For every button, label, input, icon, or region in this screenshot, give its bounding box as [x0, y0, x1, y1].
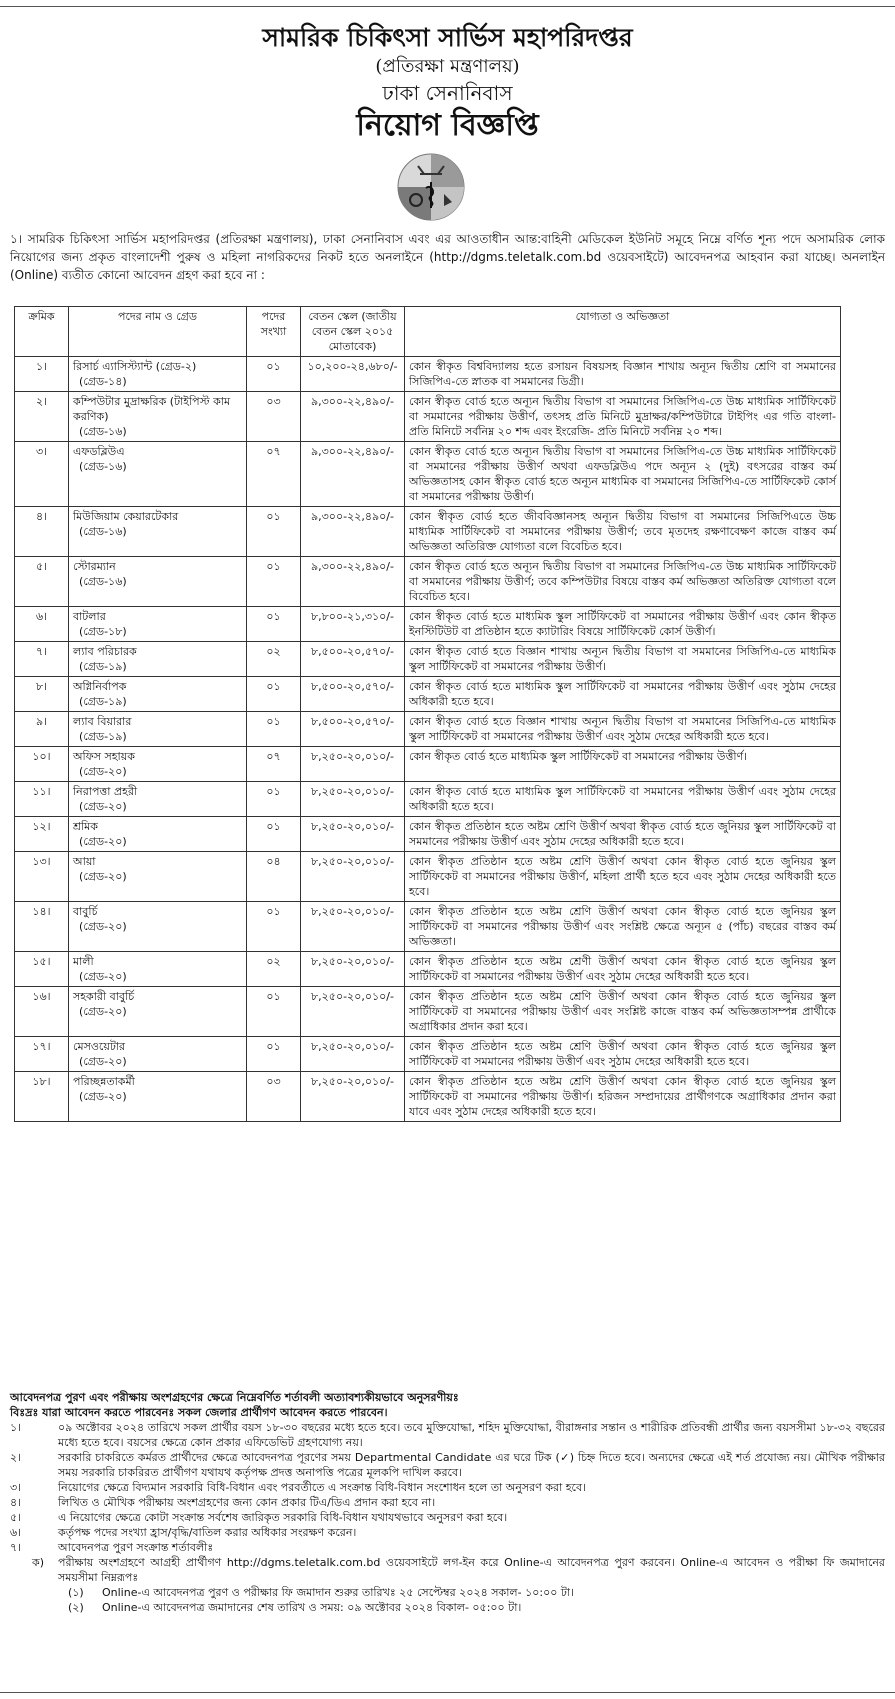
row-count: ০১	[247, 1037, 301, 1072]
row-count: ০২	[247, 952, 301, 987]
post-grade: (গ্রেড-২০)	[79, 800, 127, 813]
row-qualification: কোন স্বীকৃত বোর্ড হতে মাধ্যমিক স্কুল সার্টিফিকেট বা সমমানের পরীক্ষায় উত্তীর্ণ এবং কোন স্বীকৃত ইনস্টিটিউট বা প্রতিষ্ঠান হতে ক্যাটারিং বিষয়ে সার্টিফিকেট কোর্স উত্তীর্ণ।	[405, 607, 841, 642]
row-scale: ৮,২৫০-২০,০১০/-	[301, 817, 405, 852]
condition-number: ১।	[10, 1421, 22, 1434]
row-serial: ১৮।	[15, 1072, 69, 1122]
post-grade: (গ্রেড-১৬)	[79, 425, 127, 438]
row-scale: ৮,২৫০-২০,০১০/-	[301, 952, 405, 987]
post-grade: (গ্রেড-২০)	[79, 870, 127, 883]
org-name: সামরিক চিকিৎসা সার্ভিস মহাপরিদপ্তর	[262, 23, 633, 52]
table-row	[15, 392, 841, 442]
row-serial: ৬।	[15, 607, 69, 642]
row-scale: ৮,২৫০-২০,০১০/-	[301, 852, 405, 902]
post-name: অগ্নিনির্বাপক	[73, 680, 127, 693]
post-grade: (গ্রেড-২০)	[79, 835, 127, 848]
row-post	[69, 747, 247, 782]
row-count: ০২	[247, 642, 301, 677]
condition-sub-ka	[32, 1555, 885, 1585]
condition-number: ৫।	[10, 1511, 22, 1524]
condition-item	[10, 1420, 885, 1450]
post-grade: (গ্রেড-১৯)	[79, 730, 127, 743]
post-grade: (গ্রেড-১৮)	[79, 625, 127, 638]
condition-number: ২।	[10, 1451, 22, 1464]
post-name: ল্যাব পরিচারক	[73, 645, 137, 658]
row-serial: ১।	[15, 357, 69, 392]
post-name: বাটলার	[73, 610, 106, 623]
sub-key: ক)	[32, 1556, 44, 1569]
subitem-key: (১)	[68, 1586, 84, 1599]
condition-item	[10, 1450, 885, 1480]
condition-text: ০৯ অক্টোবর ২০২৪ তারিখে সকল প্রার্থীর বয়স ১৮-৩০ বছরের মধ্যে হতে হবে। তবে মুক্তিযোদ্ধা, শহিদ মুক্তিযোদ্ধা, বীরাঙ্গনার সন্তান ও শারীরিক প্রতিবন্ধী প্রার্থীর জন্য বয়সসীমা ১৮-৩২ বছরের মধ্যে হতে হবে। বয়সের ক্ষেত্রে কোন প্রকার এফিডেভিট গ্রহণযোগ্য নয়।	[58, 1421, 885, 1449]
row-qualification: কোন স্বীকৃত প্রতিষ্ঠান হতে অষ্টম শ্রেণি উত্তীর্ণ অথবা কোন স্বীকৃত বোর্ড হতে জুনিয়র স্কুল সার্টিফিকেট বা সমমানের পরীক্ষায় উত্তীর্ণ এবং সুঠাম দেহের অধিকারী হতে হবে।	[405, 1037, 841, 1072]
row-post	[69, 817, 247, 852]
row-post	[69, 782, 247, 817]
row-scale: ৯,৩০০-২২,৪৯০/-	[301, 557, 405, 607]
post-name: সহকারী বাবুর্চি	[73, 990, 135, 1003]
row-count: ০১	[247, 557, 301, 607]
condition-number: ৪।	[10, 1496, 22, 1509]
row-count: ০১	[247, 987, 301, 1037]
row-count: ০৭	[247, 442, 301, 507]
row-count: ০৩	[247, 392, 301, 442]
condition-item	[10, 1480, 885, 1495]
table-row	[15, 747, 841, 782]
post-grade: (গ্রেড-২০)	[79, 1055, 127, 1068]
condition-text: আবেদনপত্র পুরণ সংক্রান্ত শর্তাবলীঃ	[58, 1541, 214, 1554]
row-serial: ১৫।	[15, 952, 69, 987]
notice-title: নিয়োগ বিজ্ঞপ্তি	[356, 108, 539, 143]
row-serial: ৮।	[15, 677, 69, 712]
row-post	[69, 1072, 247, 1122]
row-scale: ৮,৫০০-২০,৫৭০/-	[301, 642, 405, 677]
subitem-text: Online-এ আবেদনপত্র জমাদানের শেষ তারিখ ও সময়: ০৯ অক্টোবর ২০২৪ বিকাল- ০৫:০০ টা।	[102, 1601, 522, 1614]
header-serial: ক্রমিক	[15, 307, 69, 357]
row-count: ০৭	[247, 747, 301, 782]
condition-number: ৬।	[10, 1526, 22, 1539]
post-name: বাবুর্চি	[73, 905, 98, 918]
post-name: অফিস সহায়ক	[73, 750, 135, 763]
post-name: শ্রমিক	[73, 820, 98, 833]
row-post	[69, 557, 247, 607]
row-post	[69, 607, 247, 642]
row-serial: ৭।	[15, 642, 69, 677]
bottom-rule	[0, 1692, 895, 1699]
row-post	[69, 442, 247, 507]
row-scale: ৮,৫০০-২০,৫৭০/-	[301, 677, 405, 712]
row-qualification: কোন স্বীকৃত প্রতিষ্ঠান হতে অষ্টম শ্রেণি উত্তীর্ণ অথবা কোন স্বীকৃত বোর্ড হতে জুনিয়র স্কুল সার্টিফিকেট বা সমমানের পরীক্ষায় উত্তীর্ণ এবং সংশ্লিষ্ট কাজে বাস্তব কর্ম অভিজ্ঞতাসম্পন্ন প্রার্থীকে অগ্রাধিকার প্রদান করা হবে।	[405, 987, 841, 1037]
row-serial: ২।	[15, 392, 69, 442]
row-scale: ৮,২৫০-২০,০১০/-	[301, 782, 405, 817]
row-scale: ৮,২৫০-২০,০১০/-	[301, 747, 405, 782]
post-name: এফডব্লিউএ	[73, 445, 125, 458]
row-scale: ৮,৫০০-২০,৫৭০/-	[301, 712, 405, 747]
row-scale: ১০,২০০-২৪,৬৮০/-	[301, 357, 405, 392]
row-qualification: কোন স্বীকৃত বোর্ড হতে মাধ্যমিক স্কুল সার্টিফিকেট বা সমমানের পরীক্ষায় উত্তীর্ণ এবং সুঠাম দেহের অধিকারী হতে হবে।	[405, 782, 841, 817]
post-name: মেসওয়েটার	[73, 1040, 126, 1053]
post-name: পরিচ্ছন্নতাকর্মী	[73, 1075, 135, 1088]
row-count: ০১	[247, 677, 301, 712]
row-count: ০১	[247, 507, 301, 557]
condition-item	[10, 1525, 885, 1540]
row-qualification: কোন স্বীকৃত প্রতিষ্ঠান হতে অষ্টম শ্রেণি উত্তীর্ণ অথবা কোন স্বীকৃত বোর্ড হতে জুনিয়র স্কুল সার্টিফিকেট বা সমমানের পরীক্ষায় উত্তীর্ণ এবং সংশ্লিষ্ট ক্ষেত্রে অন্যূন ৫ (পাঁচ) বছরের বাস্তব কর্ম অভিজ্ঞতা।	[405, 902, 841, 952]
table-row	[15, 557, 841, 607]
subitem-text: Online-এ আবেদনপত্র পুরণ ও পরীক্ষার ফি জমাদান শুরুর তারিখঃ ২৫ সেপ্টেম্বর ২০২৪ সকাল- ১০:০০ টা।	[102, 1586, 574, 1599]
row-scale: ৯,৩০০-২২,৪৯০/-	[301, 442, 405, 507]
post-name: মালী	[73, 955, 94, 968]
row-qualification: কোন স্বীকৃত বোর্ড হতে মাধ্যমিক স্কুল সার্টিফিকেট বা সমমানের পরীক্ষায় উত্তীর্ণ।	[405, 747, 841, 782]
header-count: পদের সংখ্যা	[247, 307, 301, 357]
emblem-logo	[396, 152, 466, 222]
row-qualification: কোন স্বীকৃত প্রতিষ্ঠান হতে অষ্টম শ্রেণি উত্তীর্ণ অথবা কোন স্বীকৃত বোর্ড হতে জুনিয়র স্কুল সার্টিফিকেট বা সমমানের পরীক্ষায় উত্তীর্ণ। হরিজন সম্প্রদায়ের প্রার্থীগণকে অগ্রাধিকার প্রদান করা যাবে এবং সুঠাম দেহের অধিকারী হতে হবে।	[405, 1072, 841, 1122]
row-count: ০১	[247, 357, 301, 392]
post-grade: (গ্রেড-১৯)	[79, 660, 127, 673]
post-grade: (গ্রেড-২০)	[79, 970, 127, 983]
row-qualification: কোন স্বীকৃত বোর্ড হতে বিজ্ঞান শাখায় অন্যূন দ্বিতীয় বিভাগ বা সমমানের সিজিপিএ-তে মাধ্যমিক স্কুল সার্টিফিকেট বা সমমানের পরীক্ষায় উত্তীর্ণ এবং সুঠাম দেহের অধিকারী হতে হবে।	[405, 712, 841, 747]
row-qualification: কোন স্বীকৃত বোর্ড হতে অন্যূন দ্বিতীয় বিভাগ বা সমমানের সিজিপিএ-তে উচ্চ মাধ্যমিক সার্টিফিকেট বা সমমানের পরীক্ষায় উত্তীর্ণ, তৎসহ প্রতি মিনিটে মুদ্রাক্ষর/কম্পিউটারে টাইপিং এর গতি বাংলা- প্রতি মিনিটে সর্বনিম্ন ২০ শব্দ এবং ইংরেজি- প্রতি মিনিটে সর্বনিম্ন ২০ শব্দ।	[405, 392, 841, 442]
post-grade: (গ্রেড-২০)	[79, 1005, 127, 1018]
table-row	[15, 852, 841, 902]
row-count: ০১	[247, 782, 301, 817]
row-count: ০১	[247, 902, 301, 952]
table-row	[15, 507, 841, 557]
header-scale: বেতন স্কেল (জাতীয় বেতন স্কেল ২০১৫ মোতাবেক)	[301, 307, 405, 357]
condition-subitem	[68, 1585, 885, 1600]
header-post: পদের নাম ও গ্রেড	[69, 307, 247, 357]
table-row	[15, 642, 841, 677]
table-row	[15, 952, 841, 987]
row-post	[69, 902, 247, 952]
conditions-note: বিঃদ্রঃ যারা আবেদন করতে পারবেনঃ সকল জেলার প্রার্থীগণ আবেদন করতে পারবেন।	[10, 1406, 388, 1419]
row-scale: ৮,২৫০-২০,০১০/-	[301, 1072, 405, 1122]
row-post	[69, 712, 247, 747]
post-grade: (গ্রেড-১৬)	[79, 525, 127, 538]
condition-number: ৩।	[10, 1481, 22, 1494]
table-row	[15, 782, 841, 817]
post-grade: (গ্রেড-১৯)	[79, 695, 127, 708]
condition-text: কর্তৃপক্ষ পদের সংখ্যা হ্রাস/বৃদ্ধি/বাতিল করার অধিকার সংরক্ষণ করেন।	[58, 1526, 357, 1539]
row-post	[69, 357, 247, 392]
row-serial: ১০।	[15, 747, 69, 782]
condition-text: নিয়োগের ক্ষেত্রে বিদ্যমান সরকারি বিধি-বিধান এবং পরবর্তীতে এ সংক্রান্ত বিধি-বিধান সংশোধন হলে তা অনুসরণ করা হবে।	[58, 1481, 587, 1494]
table-row	[15, 1037, 841, 1072]
row-serial: ১৪।	[15, 902, 69, 952]
post-grade: (গ্রেড-১৬)	[79, 460, 127, 473]
condition-text: সরকারি চাকরিতে কর্মরত প্রার্থীদের ক্ষেত্রে আবেদনপত্র পূরণের সময় Departmental Candidate এর ঘরে টিক (✓) চিহ্ন দিতে হবে। অন্যদের ক্ষেত্রে এই শর্ত প্রযোজ্য নয়। মৌখিক পরীক্ষার সময় সরকারি চাকরিরত প্রার্থীগণ যথাযথ কর্তৃপক্ষ প্রদত্ত অনাপত্তি পত্রের মূলকপি দাখিল করবে।	[58, 1451, 885, 1479]
post-grade: (গ্রেড-১৪)	[79, 375, 127, 388]
row-qualification: কোন স্বীকৃত প্রতিষ্ঠান হতে অষ্টম শ্রেণি উত্তীর্ণ অথবা স্বীকৃত বোর্ড হতে জুনিয়র স্কুল সার্টিফিকেট বা সমমানের পরীক্ষায় উত্তীর্ণ এবং সুঠাম দেহের অধিকারী হতে হবে।	[405, 817, 841, 852]
post-name: মিউজিয়াম কেয়ারটেকার	[73, 510, 179, 523]
top-rule	[0, 0, 895, 7]
post-name: নিরাপত্তা প্রহরী	[73, 785, 138, 798]
post-name: কম্পিউটার মুদ্রাক্ষরিক (টাইপিস্ট কাম করণিক)	[73, 395, 231, 423]
row-serial: ১৭।	[15, 1037, 69, 1072]
row-qualification: কোন স্বীকৃত বোর্ড হতে জীববিজ্ঞানসহ অন্যূন দ্বিতীয় বিভাগ বা সমমানের সিজিপিএতে উচ্চ মাধ্যমিক সার্টিফিকেট বা সমমানের পরীক্ষায় উত্তীর্ণ; তবে মৃতদেহ রক্ষণাবেক্ষণ কাজে বাস্তব কর্ম অভিজ্ঞতা অতিরিক্ত যোগ্যতা বলে বিবেচিত হবে।	[405, 507, 841, 557]
table-row	[15, 607, 841, 642]
row-scale: ৮,২৫০-২০,০১০/-	[301, 902, 405, 952]
post-name: ল্যাব বিয়ারার	[73, 715, 132, 728]
post-grade: (গ্রেড-১৬)	[79, 575, 127, 588]
row-serial: ৪।	[15, 507, 69, 557]
post-grade: (গ্রেড-২০)	[79, 920, 127, 933]
condition-text: এ নিয়োগের ক্ষেত্রে কোটা সংক্রান্ত সর্বশেষ জারিকৃত সরকারি বিধি-বিধান যথাযথভাবে অনুসরণ করা হবে।	[58, 1511, 508, 1524]
row-post	[69, 987, 247, 1037]
row-serial: ১৬।	[15, 987, 69, 1037]
row-serial: ৩।	[15, 442, 69, 507]
row-count: ০১	[247, 607, 301, 642]
row-count: ০১	[247, 712, 301, 747]
notice-header	[0, 22, 895, 146]
row-qualification: কোন স্বীকৃত বোর্ড হতে বিজ্ঞান শাখায় অন্যূন দ্বিতীয় বিভাগ বা সমমানের সিজিপিএ-তে মাধ্যমিক স্কুল সার্টিফিকেট বা সমমানের পরীক্ষায় উত্তীর্ণ।	[405, 642, 841, 677]
row-serial: ৯।	[15, 712, 69, 747]
condition-item	[10, 1495, 885, 1510]
table-row	[15, 357, 841, 392]
row-qualification: কোন স্বীকৃত বোর্ড হতে অন্যূন দ্বিতীয় বিভাগ বা সমমানের সিজিপিএ-তে উচ্চ মাধ্যমিক সার্টিফিকেট বা সমমানের পরীক্ষায় উত্তীর্ণ অথবা এফডব্লিউএ পদে অন্যূন ২ (দুই) বৎসরের বাস্তব কর্ম অভিজ্ঞতাসহ কোন স্বীকৃত বোর্ড হতে অন্যূন মাধ্যমিক বা সমমানের সিজিপিএ-তে সার্টিফিকেট কোর্স বা সমমানের পরীক্ষায় উত্তীর্ণ।	[405, 442, 841, 507]
condition-item	[10, 1540, 885, 1555]
row-post	[69, 392, 247, 442]
post-grade: (গ্রেড-২০)	[79, 765, 127, 778]
row-serial: ১১।	[15, 782, 69, 817]
table-row	[15, 902, 841, 952]
row-post	[69, 952, 247, 987]
row-count: ০৩	[247, 1072, 301, 1122]
row-post	[69, 677, 247, 712]
row-scale: ৯,৩০০-২২,৪৯০/-	[301, 392, 405, 442]
row-qualification: কোন স্বীকৃত বোর্ড হতে মাধ্যমিক স্কুল সার্টিফিকেট বা সমমানের পরীক্ষায় উত্তীর্ণ এবং সুঠাম দেহের অধিকারী হতে হবে।	[405, 677, 841, 712]
row-post	[69, 852, 247, 902]
row-scale: ৮,২৫০-২০,০১০/-	[301, 1037, 405, 1072]
table-row	[15, 442, 841, 507]
row-count: ০১	[247, 817, 301, 852]
table-header-row	[15, 307, 841, 357]
row-qualification: কোন স্বীকৃত প্রতিষ্ঠান হতে অষ্টম শ্রেণী উত্তীর্ণ অথবা কোন স্বীকৃত বোর্ড হতে জুনিয়র স্কুল সার্টিফিকেট বা সমমানের পরীক্ষায় উত্তীর্ণ এবং সুঠাম দেহের অধিকারী হতে হবে।	[405, 952, 841, 987]
table-row	[15, 1072, 841, 1122]
row-post	[69, 642, 247, 677]
intro-paragraph: ১। সামরিক চিকিৎসা সার্ভিস মহাপরিদপ্তর (প্রতিরক্ষা মন্ত্রণালয়), ঢাকা সেনানিবাস এবং এর আওতাধীন আন্ত:বাহিনী মেডিকেল ইউনিট সমূহে নিম্নে বর্ণিত শূন্য পদে অসামরিক লোক নিয়োগের জন্য প্রকৃত বাংলাদেশী পুরুষ ও মহিলা নাগরিকদের নিকট হতে অনলাইনে (http://dgms.teletalk.com.bd ওয়েবসাইটে) আবেদনপত্র আহবান করা যাচ্ছে। অনলাইন (Online) ব্যতীত কোনো আবেদন গ্রহণ করা হবে না :	[10, 232, 885, 282]
post-name: স্টোরম্যান	[73, 560, 116, 573]
condition-subitem	[68, 1600, 885, 1615]
row-serial: ১৩।	[15, 852, 69, 902]
row-serial: ৫।	[15, 557, 69, 607]
row-scale: ৯,৩০০-২২,৪৯০/-	[301, 507, 405, 557]
row-post	[69, 507, 247, 557]
post-grade: (গ্রেড-২০)	[79, 1090, 127, 1103]
condition-item	[10, 1510, 885, 1525]
row-qualification: কোন স্বীকৃত প্রতিষ্ঠান হতে অষ্টম শ্রেণি উত্তীর্ণ অথবা কোন স্বীকৃত বোর্ড হতে জুনিয়র স্কুল সার্টিফিকেট বা সমমানের পরীক্ষায় উত্তীর্ণ, মহিলা প্রার্থী হতে হবে এবং সুঠাম দেহের অধিকারী হতে হবে।	[405, 852, 841, 902]
table-row	[15, 817, 841, 852]
row-post	[69, 1037, 247, 1072]
row-scale: ৮,২৫০-২০,০১০/-	[301, 987, 405, 1037]
ministry-name: (প্রতিরক্ষা মন্ত্রণালয়)	[375, 56, 520, 77]
conditions-section	[10, 1390, 885, 1615]
subitem-key: (২)	[68, 1601, 84, 1614]
row-scale: ৮,৮০০-২১,৩১০/-	[301, 607, 405, 642]
header-qualification: যোগ্যতা ও অভিজ্ঞতা	[405, 307, 841, 357]
table-row	[15, 677, 841, 712]
row-qualification: কোন স্বীকৃত বিশ্ববিদ্যালয় হতে রসায়ন বিষয়সহ বিজ্ঞান শাখায় অন্যূন দ্বিতীয় শ্রেণি বা সমমানের সিজিপিএ-তে স্নাতক বা সমমানের ডিগ্রী।	[405, 357, 841, 392]
post-name: আয়া	[73, 855, 96, 868]
condition-number: ৭।	[10, 1541, 22, 1554]
location-name: ঢাকা সেনানিবাস	[382, 81, 513, 105]
sub-text: পরীক্ষায় অংশগ্রহণে আগ্রহী প্রার্থীগণ http://dgms.teletalk.com.bd ওয়েবসাইটে লগ-ইন করে Online-এ আবেদনপত্র পুরণ করবেন। Online-এ আবেদন ও পরীক্ষা ফি জমাদানের সময়সীমা নিম্নরূপঃ	[58, 1556, 885, 1584]
table-row	[15, 712, 841, 747]
row-count: ০৪	[247, 852, 301, 902]
vacancy-table	[14, 306, 841, 1122]
condition-text: লিখিত ও মৌখিক পরীক্ষায় অংশগ্রহণের জন্য কোন প্রকার টিএ/ডিএ প্রদান করা হবে না।	[58, 1496, 436, 1509]
conditions-heading: আবেদনপত্র পুরণ এবং পরীক্ষায় অংশগ্রহণের ক্ষেত্রে নিম্নেবর্ণিত শর্তাবলী অত্যাবশ্যকীয়ভাবে অনুসরণীয়ঃ	[10, 1391, 459, 1404]
row-serial: ১২।	[15, 817, 69, 852]
post-name: রিসার্চ এ্যাসিস্ট্যান্ট (গ্রেড-২)	[73, 360, 197, 373]
table-row	[15, 987, 841, 1037]
row-qualification: কোন স্বীকৃত বোর্ড হতে অন্যূন দ্বিতীয় বিভাগ বা সমমানের সিজিপিএ-তে উচ্চ মাধ্যমিক সার্টিফিকেট বা সমমানের পরীক্ষায় উত্তীর্ণ; তবে কম্পিউটার বিষয়ে বাস্তব কর্ম অভিজ্ঞতা অতিরিক্ত যোগ্যতা বলে বিবেচিত হবে।	[405, 557, 841, 607]
